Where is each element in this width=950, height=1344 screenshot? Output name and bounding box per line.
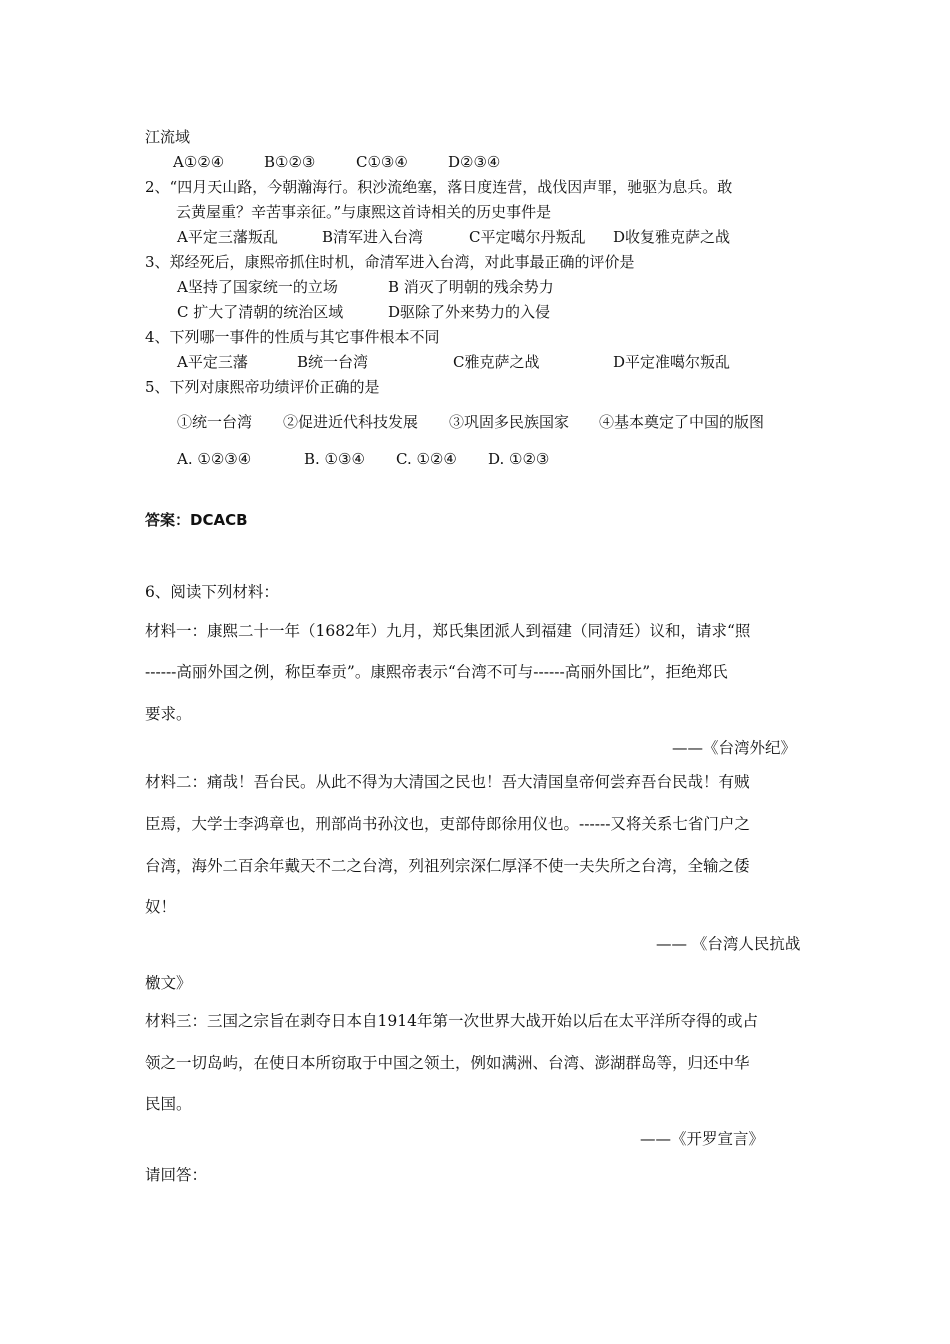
answer-key: 答案：DCACB [145, 511, 248, 529]
q1-option-d: D②③④ [448, 153, 501, 171]
q5-item-4: ④基本奠定了中国的版图 [599, 413, 765, 431]
q5-item-2: ②促进近代科技发展 [283, 413, 419, 431]
q5-option-b: B. ①③④ [304, 450, 365, 468]
material2-source-cont: 檄文》 [145, 974, 192, 992]
q3-option-d: D驱除了外来势力的入侵 [388, 303, 551, 321]
q2-option-a: A平定三藩叛乱 [177, 228, 278, 246]
material3-line1: 材料三：三国之宗旨在剥夺日本自1914年第一次世界大战开始以后在太平洋所夺得的或占 [145, 1012, 758, 1030]
material1-source: ——《台湾外纪》 [672, 739, 797, 757]
q2-option-c: C平定噶尔丹叛乱 [469, 228, 586, 246]
q4-stem: 4、下列哪一事件的性质与其它事件根本不同 [145, 328, 440, 346]
q6-prompt: 请回答： [145, 1166, 208, 1184]
q3-option-a: A坚持了国家统一的立场 [177, 278, 338, 296]
material1-line1: 材料一：康熙二十一年（1682年）九月，郑氏集团派人到福建（同清廷）议和，请求“照 [145, 622, 751, 640]
q3-option-c: C 扩大了清朝的统治区域 [177, 303, 344, 321]
q5-stem: 5、下列对康熙帝功绩评价正确的是 [145, 378, 380, 396]
material2-line2: 臣焉，大学士李鸿章也，刑部尚书孙汶也，吏部侍郎徐用仪也。------又将关系七省门户之 [145, 815, 750, 833]
q1-option-c: C①③④ [356, 153, 408, 171]
q6-intro: 6、阅读下列材料： [145, 583, 279, 601]
q2-stem-line2: 云黄屋重？辛苦事亲征。”与康熙这首诗相关的历史事件是 [176, 203, 552, 221]
q4-option-a: A平定三藩 [177, 353, 248, 371]
q5-option-a: A. ①②③④ [177, 450, 252, 468]
q4-option-b: B统一台湾 [297, 353, 369, 371]
q2-option-d: D收复雅克萨之战 [613, 228, 731, 246]
material2-line3: 台湾，海外二百余年戴天不二之台湾，列祖列宗深仁厚泽不使一夫失所之台湾，全输之倭 [145, 857, 750, 875]
q1-option-b: B①②③ [264, 153, 316, 171]
material3-line2: 领之一切岛屿，在使日本所窃取于中国之领土，例如满洲、台湾、澎湖群岛等，归还中华 [145, 1054, 750, 1072]
q1-option-a: A①②④ [173, 153, 225, 171]
q5-option-d: D. ①②③ [488, 450, 550, 468]
q5-item-3: ③巩固多民族国家 [449, 413, 570, 431]
material1-line2: ------高丽外国之例，称臣奉贡”。康熙帝表示“台湾不可与------高丽外国比”，拒绝郑氏 [145, 663, 728, 681]
q2-option-b: B清军进入台湾 [322, 228, 424, 246]
q3-option-b: B 消灭了明朝的残余势力 [388, 278, 554, 296]
material2-line1: 材料二：痛哉！吾台民。从此不得为大清国之民也！吾大清国皇帝何尝弃吾台民哉！有贼 [145, 773, 750, 791]
q5-item-1: ①统一台湾 [177, 413, 253, 431]
material3-source: ——《开罗宣言》 [640, 1130, 765, 1148]
material1-line3: 要求。 [145, 705, 192, 723]
material2-line4: 奴！ [145, 898, 177, 916]
q2-stem-line1: 2、“四月天山路，今朝瀚海行。积沙流绝塞，落日度连营，战伐因声罪，驰驱为息兵。敢 [145, 178, 733, 196]
q4-option-d: D平定准噶尔叛乱 [613, 353, 731, 371]
material3-line3: 民国。 [145, 1095, 192, 1113]
q5-option-c: C. ①②④ [396, 450, 457, 468]
material2-source: —— 《台湾人民抗战 [656, 935, 801, 953]
q1-continuation: 江流域 [145, 128, 191, 146]
q3-stem: 3、郑经死后，康熙帝抓住时机，命清军进入台湾，对此事最正确的评价是 [145, 253, 635, 271]
q4-option-c: C雅克萨之战 [453, 353, 540, 371]
